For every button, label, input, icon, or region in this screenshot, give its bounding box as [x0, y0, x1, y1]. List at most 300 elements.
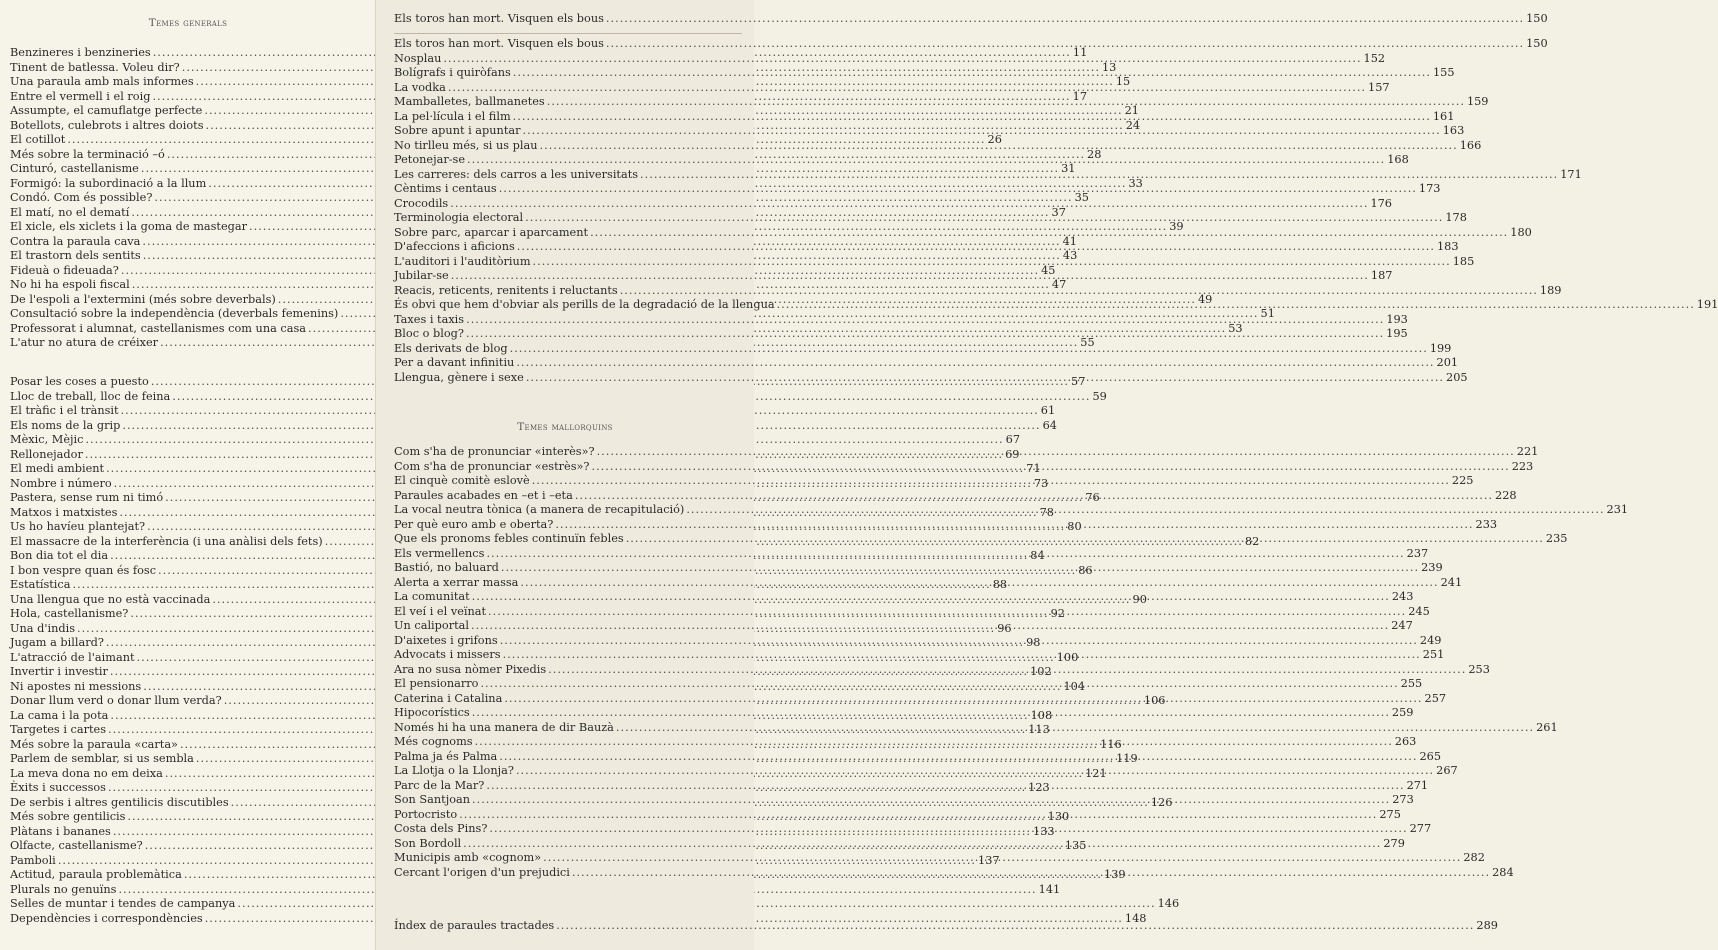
toc-entry-title: El trastorn dels sentits — [10, 249, 141, 262]
leader-dots — [510, 342, 1428, 357]
toc-entry-title: Els noms de la grip — [10, 418, 121, 432]
toc-entry-page-number: 106 — [1143, 694, 1166, 707]
toc-entry-page-number: 137 — [978, 853, 1000, 867]
toc-entry-page-number: 73 — [1033, 476, 1049, 490]
toc-entry-page-number: 13 — [1101, 60, 1117, 74]
toc-entry-title: El cinquè comitè eslovè — [394, 474, 530, 487]
toc-entry-title: Formigó: la subordinació a la llum — [10, 176, 207, 190]
toc-entry-page-number: 150 — [1526, 12, 1548, 25]
toc-entry-page-number: 271 — [1406, 778, 1429, 792]
toc-entry-page-number: 45 — [1041, 263, 1056, 277]
toc-entry-title: Botellots, culebrots i altres doiots — [10, 118, 204, 132]
toc-entry-title: Parlem de semblar, si us sembla — [10, 752, 194, 765]
toc-entry-title: Només hi ha una manera de dir Bauzà — [394, 720, 614, 734]
toc-entry-page-number: 249 — [1419, 633, 1442, 647]
toc-entry-page-number: 239 — [1421, 561, 1443, 574]
toc-entry-page-number: 263 — [1394, 735, 1417, 748]
toc-entry-title: Alerta a xerrar massa — [394, 575, 519, 589]
toc-entry-title: Bolígrafs i quiròfans — [394, 66, 511, 79]
toc-entry-title: El matí, no el dematí — [10, 205, 130, 219]
toc-entry-page-number: 49 — [1198, 292, 1213, 306]
toc-entry-title: Els toros han mort. Visquen els bous — [394, 37, 604, 50]
toc-entry-title: Terminologia electoral — [394, 211, 524, 224]
leader-dots — [686, 503, 1604, 518]
toc-entry-page-number: 90 — [1132, 592, 1147, 606]
leader-dots — [526, 371, 1444, 386]
leader-dots — [466, 327, 1384, 342]
leader-dots — [443, 52, 1361, 67]
toc-entry-title: Estatística — [10, 578, 71, 591]
toc-entry-title: La Llotja o la Llonja? — [394, 764, 514, 777]
toc-entry-page-number: 251 — [1422, 648, 1445, 661]
toc-entry-page-number: 225 — [1451, 474, 1474, 487]
toc-entry — [10, 433, 1021, 448]
toc-entry-title: Pamboli — [10, 853, 56, 867]
toc-entry-page-number: 104 — [1063, 679, 1085, 693]
toc-entry-title: L'atur no atura de créixer — [10, 336, 159, 349]
toc-entry-title: Èxits i successos — [10, 781, 106, 794]
toc-entry-title: Cèntims i centaus — [394, 182, 497, 195]
toc-entry-page-number: 123 — [1028, 781, 1050, 794]
leader-dots — [626, 532, 1544, 547]
toc-entry-title: Índex de paraules tractades — [394, 919, 555, 932]
toc-entry-title: Actitud, paraula problemàtica — [10, 868, 182, 881]
page-break-rule — [394, 33, 742, 34]
toc-entry-page-number: 28 — [1087, 147, 1102, 161]
toc-entry-page-number: 15 — [1115, 75, 1131, 88]
toc-entry-page-number: 59 — [1092, 389, 1107, 403]
toc-entry-title: Llengua, gènere i sexe — [394, 370, 524, 384]
toc-entry-title: Que els pronoms febles continuïn febles — [394, 532, 624, 545]
toc-entry-page-number: 189 — [1539, 283, 1562, 297]
toc-entry-page-number: 21 — [1124, 104, 1139, 117]
toc-index-entry — [394, 919, 1498, 934]
toc-entry-page-number: 223 — [1511, 459, 1534, 473]
toc-entry-page-number: 35 — [1074, 191, 1089, 204]
leader-dots — [547, 95, 1465, 110]
leader-dots — [475, 735, 1393, 750]
leader-dots — [503, 648, 1421, 663]
toc-entry — [10, 389, 1107, 405]
toc-entry-page-number: 108 — [1030, 708, 1053, 722]
toc-entry-title: Plàtans i bananes — [10, 824, 111, 838]
toc-entry-title: Son Santjoan — [394, 793, 471, 806]
toc-entry-title: El xicle, els xiclets i la goma de mastegar — [10, 220, 248, 233]
leader-dots — [548, 663, 1466, 678]
toc-entry-page-number: 273 — [1392, 793, 1414, 806]
toc-entry-title: Dependències i correspondències — [10, 911, 203, 925]
toc-entry-title: Condó. Com és possible? — [10, 191, 153, 204]
toc-entry-page-number: 261 — [1536, 720, 1558, 734]
leader-dots — [501, 561, 1419, 576]
toc-entry-page-number: 277 — [1409, 822, 1432, 835]
toc-entry-page-number: 98 — [1026, 636, 1041, 649]
toc-entry-title: El tràfic i el trànsit — [10, 404, 119, 417]
toc-entry-title: Professorat i alumnat, castellanismes com una casa — [10, 321, 307, 335]
toc-entry-title: Mèxic, Mèjic — [10, 433, 84, 446]
leader-dots — [616, 721, 1534, 736]
toc-entry-title: Donar llum verd o donar llum verda? — [10, 694, 222, 707]
toc-entry-title: Crocodils — [394, 196, 449, 210]
toc-entry-title: Paraules acabades en –et i –eta — [394, 488, 573, 502]
toc-entry-page-number: 243 — [1391, 590, 1414, 603]
toc-entry-title: La comunitat — [394, 590, 470, 603]
toc-entry-page-number: 221 — [1516, 445, 1539, 458]
toc-entry-title: Bon dia tot el dia — [10, 549, 109, 562]
toc-entry-page-number: 171 — [1560, 167, 1582, 181]
toc-entry — [10, 897, 1180, 912]
toc-entry — [10, 404, 1056, 419]
toc-entry-page-number: 71 — [1026, 462, 1041, 475]
toc-entry-page-number: 80 — [1067, 520, 1082, 533]
toc-entry-title: Ni apostes ni messions — [10, 679, 142, 693]
toc-entry-page-number: 195 — [1386, 327, 1408, 340]
toc-entry-page-number: 146 — [1157, 897, 1180, 910]
toc-entry-page-number: 178 — [1445, 211, 1467, 224]
leader-dots — [516, 356, 1434, 371]
toc-entry-title: Els toros han mort. Visquen els bous — [394, 12, 604, 25]
toc-entry-title: Cercant l'origen d'un prejudici — [394, 865, 570, 879]
toc-entry-title: Municipis amb «cognom» — [394, 851, 542, 864]
toc-entry-page-number: 205 — [1446, 370, 1468, 384]
section-heading-mallorquins: Temes mallorquins — [517, 421, 613, 433]
toc-entry-page-number: 247 — [1391, 619, 1413, 632]
toc-entry-title: Més sobre la terminació –ó — [10, 147, 165, 161]
leader-dots — [486, 547, 1404, 562]
toc-entry-page-number: 41 — [1062, 234, 1077, 248]
leader-dots — [640, 168, 1558, 183]
toc-entry-title: Matxos i matxistes — [10, 505, 118, 519]
toc-entry-page-number: 24 — [1125, 118, 1141, 132]
toc-entry-page-number: 76 — [1085, 491, 1100, 504]
toc-entry-page-number: 191 — [1696, 298, 1718, 311]
leader-dots — [499, 750, 1417, 765]
toc-entry — [394, 356, 1459, 371]
toc-entry-title: D'afeccions i aficions — [394, 240, 515, 253]
toc-entry-title: Rellonejador — [10, 447, 83, 461]
toc-entry-title: El cotillot — [10, 133, 66, 146]
toc-entry-title: L'atracció de l'aimant — [10, 650, 135, 664]
toc-entry-title: Invertir i investir — [10, 665, 108, 678]
toc-entry-title: El medi ambient — [10, 462, 105, 475]
toc-entry-title: La vocal neutra tònica (a manera de recapitulació) — [394, 503, 685, 516]
leader-dots — [525, 211, 1443, 226]
toc-entry-title: El massacre de la interferència (i una anàlisi dels fets) — [10, 534, 323, 548]
toc-entry-title: La vodka — [394, 80, 446, 94]
toc-entry-page-number: 231 — [1606, 503, 1629, 516]
toc-entry-page-number: 64 — [1042, 418, 1057, 432]
leader-dots — [472, 590, 1390, 605]
toc-entry-title: Més sobre gentilicis — [10, 810, 126, 823]
toc-entry-page-number: 39 — [1169, 220, 1184, 233]
toc-entry-page-number: 257 — [1424, 691, 1447, 705]
toc-entry-title: Com s'ha de pronunciar «interès»? — [394, 445, 595, 458]
toc-entry-page-number: 180 — [1510, 225, 1532, 239]
toc-entry-title: Pastera, sense rum ni timó — [10, 491, 164, 504]
toc-entry-title: Targetes i cartes — [10, 723, 107, 736]
toc-entry-page-number: 237 — [1406, 546, 1429, 560]
toc-entry-page-number: 69 — [1005, 447, 1020, 461]
toc-entry-title: Consultació sobre la independència (deverbals femenins) — [10, 307, 339, 320]
leader-dots — [459, 808, 1377, 823]
toc-entry-title: Hipocorístics — [394, 706, 470, 719]
toc-entry-title: Nosplau — [394, 51, 442, 65]
toc-entry-title: La meva dona no em deixa — [10, 766, 163, 780]
toc-entry-page-number: 235 — [1545, 532, 1568, 545]
toc-entry-page-number: 157 — [1368, 80, 1390, 94]
leader-dots — [488, 605, 1406, 620]
leader-dots — [499, 182, 1417, 197]
toc-entry-title: Una d'indis — [10, 621, 75, 635]
toc-entry-title: Petonejar-se — [394, 153, 466, 166]
toc-entry-page-number: 187 — [1370, 269, 1393, 282]
toc-entry-title: Hola, castellanisme? — [10, 607, 129, 620]
toc-entry-page-number: 26 — [987, 133, 1002, 146]
toc-entry-title: Mamballetes, ballmanetes — [394, 95, 545, 108]
toc-entry-page-number: 119 — [1116, 752, 1138, 765]
toc-entry — [10, 882, 1061, 898]
toc-entry-page-number: 289 — [1476, 919, 1498, 932]
toc-entry-page-number: 275 — [1379, 807, 1401, 821]
leader-dots — [520, 576, 1438, 591]
toc-entry-page-number: 255 — [1400, 677, 1423, 690]
toc-entry-page-number: 37 — [1051, 205, 1066, 219]
toc-entry-page-number: 133 — [1033, 824, 1055, 838]
leader-dots — [575, 489, 1493, 504]
toc-entry-page-number: 86 — [1078, 563, 1093, 577]
leader-dots — [463, 837, 1381, 852]
toc-entry-title: Lloc de treball, lloc de feina — [10, 389, 171, 403]
toc-entry-page-number: 139 — [1104, 868, 1126, 881]
toc-entry — [394, 919, 1498, 934]
toc-entry-title: El veí i el veïnat — [394, 604, 487, 618]
leader-dots — [777, 298, 1695, 313]
toc-entry-title: De l'espoli a l'extermini (més sobre deverbals) — [10, 292, 276, 306]
toc-entry-title: Posar les coses a puesto — [10, 375, 149, 388]
toc-entry-title: D'aixetes i grifons — [394, 633, 498, 647]
leader-dots — [466, 313, 1384, 328]
toc-entry-title: Son Bordoll — [394, 836, 462, 850]
toc-entry-title: Selles de muntar i tendes de campanya — [10, 897, 236, 910]
leader-dots — [500, 634, 1418, 649]
toc-entry-page-number: 161 — [1432, 109, 1455, 123]
toc-entry-title: Plurals no genuïns — [10, 882, 117, 896]
toc-entry-page-number: 33 — [1128, 176, 1143, 190]
toc-entry-page-number: 193 — [1386, 312, 1408, 326]
toc-entry-title: Entre el vermell i el roig — [10, 89, 151, 103]
toc-entry-page-number: 150 — [1526, 37, 1548, 50]
toc-entry-page-number: 11 — [1072, 46, 1088, 59]
toc-entry-title: Els vermellencs — [394, 546, 485, 560]
toc-entry-title: Caterina i Catalina — [394, 691, 503, 705]
toc-entry-title: És obvi que hem d'obviar als perills de la degradació de la llengua — [394, 298, 775, 311]
toc-entry-page-number: 245 — [1408, 604, 1430, 618]
leader-dots — [597, 445, 1515, 460]
leader-dots — [533, 255, 1451, 270]
toc-entry-page-number: 152 — [1363, 51, 1386, 65]
toc-entry-title: Una paraula amb mals informes — [10, 75, 194, 88]
toc-entry-page-number: 148 — [1124, 911, 1147, 925]
toc-entry-page-number: 267 — [1436, 764, 1458, 777]
toc-entry-title: Una llengua que no està vaccinada — [10, 592, 211, 606]
leader-dots — [523, 124, 1441, 139]
toc-entry-page-number: 253 — [1468, 662, 1490, 676]
toc-entry-page-number: 78 — [1039, 505, 1054, 519]
toc-entry-title: La pel·lícula i el film — [394, 109, 511, 123]
toc-entry-page-number: 84 — [1030, 549, 1045, 562]
toc-entry-page-number: 135 — [1064, 839, 1087, 852]
leader-dots — [532, 474, 1450, 489]
toc-entry-title: Reacis, reticents, renitents i reluctants — [394, 283, 618, 297]
toc-entry-page-number: 121 — [1085, 766, 1107, 780]
toc-entry-page-number: 259 — [1391, 706, 1414, 719]
leader-dots — [555, 518, 1473, 533]
toc-entry-title: Ara no susa nòmer Pixedis — [394, 662, 547, 676]
toc-entry-page-number: 102 — [1030, 665, 1052, 678]
toc-entry-title: Sobre apunt i apuntar — [394, 124, 521, 137]
toc-entry-title: Advocats i missers — [394, 648, 501, 661]
toc-entry-title: Més cognoms — [394, 735, 473, 748]
toc-entry-title: Per què euro amb e oberta? — [394, 517, 554, 531]
toc-entry-page-number: 163 — [1442, 124, 1465, 137]
toc-entry-page-number: 199 — [1429, 341, 1452, 355]
toc-entry-page-number: 116 — [1100, 737, 1122, 751]
toc-entry-title: No hi ha espoli fiscal — [10, 278, 130, 291]
toc-entry-page-number: 173 — [1418, 182, 1441, 195]
leader-dots — [591, 460, 1509, 475]
toc-entry-title: Com s'ha de pronunciar «estrès»? — [394, 459, 590, 473]
toc-entry-page-number: 183 — [1437, 240, 1459, 253]
toc-entry-page-number: 155 — [1432, 66, 1455, 79]
section-heading-general: Temes generals — [148, 17, 228, 29]
toc-entry-page-number: 47 — [1051, 278, 1067, 291]
toc-entry-page-number: 82 — [1244, 534, 1260, 548]
toc-entry-page-number: 141 — [1038, 882, 1061, 896]
toc-entry-title: Parc de la Mar? — [394, 778, 485, 792]
toc-entry-title: Assumpte, el camuflatge perfecte — [10, 104, 203, 117]
toc-entry-title: Jugam a billard? — [10, 636, 104, 649]
toc-entry-page-number: 201 — [1436, 356, 1459, 369]
toc-entry-title: Nombre i número — [10, 476, 112, 490]
leader-dots — [513, 66, 1431, 81]
leader-dots — [472, 793, 1390, 808]
toc-entry-title: Les carreres: dels carros a les universitats — [394, 167, 639, 181]
toc-entry-title: Portocristo — [394, 807, 458, 821]
toc-entry-title: Jubilar-se — [394, 269, 449, 282]
toc-entry-title: Els derivats de blog — [394, 341, 508, 355]
toc-entry-title: Benzineres i benzineries — [10, 46, 151, 59]
toc-entry-page-number: 31 — [1061, 162, 1076, 175]
toc-entry-title: Us ho havíeu plantejat? — [10, 520, 146, 533]
leader-dots — [606, 37, 1524, 52]
leader-dots — [450, 197, 1368, 212]
toc-entry-page-number: 233 — [1475, 517, 1498, 531]
toc-entry-title: Un caliportal — [394, 619, 469, 632]
leader-dots — [516, 764, 1434, 779]
toc-entry-page-number: 67 — [1005, 433, 1021, 446]
toc-entry-page-number: 61 — [1040, 404, 1056, 417]
toc-entry-title: La cama i la pota — [10, 708, 109, 722]
toc-entry-page-number: 100 — [1056, 650, 1079, 664]
toc-entry-title: Palma ja és Palma — [394, 749, 498, 763]
toc-entry-page-number: 126 — [1150, 795, 1173, 809]
toc-entry-page-number: 53 — [1228, 321, 1243, 335]
toc-entry-page-number: 130 — [1047, 810, 1070, 823]
toc-entry — [394, 37, 1548, 52]
toc-entry-title: I bon vespre quan és fosc — [10, 563, 157, 577]
toc-entry-title: El pensionarro — [394, 677, 479, 690]
leader-dots — [606, 12, 1524, 27]
toc-entry-page-number: 241 — [1440, 575, 1463, 589]
leader-dots — [590, 226, 1508, 241]
toc-entry-page-number: 57 — [1071, 375, 1086, 388]
toc-entry-page-number: 265 — [1419, 749, 1442, 763]
toc-entry-page-number: 113 — [1028, 723, 1050, 736]
toc-entry-title: Taxes i taxis — [394, 312, 465, 326]
leader-dots — [620, 284, 1538, 299]
toc-entry-page-number: 176 — [1370, 196, 1392, 210]
toc-entry-title: Olfacte, castellanisme? — [10, 839, 143, 852]
toc-entry-page-number: 185 — [1452, 254, 1475, 268]
leader-dots — [517, 240, 1435, 255]
toc-entry-title: Bastió, no baluard — [394, 561, 499, 574]
toc-top-entry — [394, 12, 1548, 27]
toc-entry-page-number: 228 — [1495, 488, 1517, 502]
toc-entry — [394, 12, 1548, 27]
leader-dots — [556, 919, 1474, 934]
leader-dots — [480, 677, 1398, 692]
toc-entry-page-number: 43 — [1062, 249, 1078, 262]
leader-dots — [572, 866, 1490, 881]
toc-entry-title: L'auditori i l'auditòrium — [394, 254, 531, 268]
leader-dots — [486, 779, 1404, 794]
leader-dots — [472, 706, 1390, 721]
toc-entry-title: Sobre parc, aparcar i aparcament — [394, 225, 589, 239]
toc-entry-page-number: 92 — [1050, 607, 1065, 620]
toc-entry-title: Més sobre la paraula «carta» — [10, 737, 178, 751]
toc-entry-page-number: 166 — [1459, 138, 1482, 152]
toc-entry-page-number: 96 — [997, 621, 1012, 635]
leader-dots — [489, 822, 1407, 837]
toc-entry-title: Cinturó, castellanisme — [10, 162, 139, 175]
toc-entry-page-number: 88 — [992, 578, 1008, 591]
toc-entry-title: Fideuà o fideuada? — [10, 263, 119, 277]
leader-dots — [543, 851, 1461, 866]
leader-dots — [451, 269, 1369, 284]
leader-dots — [513, 110, 1431, 125]
toc-entry-page-number: 55 — [1080, 336, 1095, 349]
toc-entry-title: No tirlleu més, si us plau — [394, 138, 538, 152]
toc-entry-title: Costa dels Pins? — [394, 822, 488, 835]
toc-entry-title: Contra la paraula cava — [10, 234, 141, 248]
toc-entry-page-number: 159 — [1466, 95, 1489, 108]
toc-entry-page-number: 282 — [1463, 851, 1485, 864]
toc-entry-page-number: 51 — [1260, 307, 1275, 320]
leader-dots — [448, 81, 1366, 96]
toc-entry-title: Bloc o blog? — [394, 327, 464, 340]
toc-entry-page-number: 168 — [1387, 153, 1409, 166]
toc-entry-title: Tinent de batlessa. Voleu dir? — [10, 60, 180, 74]
toc-entry-title: Per a davant infinitiu — [394, 356, 515, 369]
leader-dots — [540, 139, 1458, 154]
toc-entry-title: De serbis i altres gentilicis discutibles — [10, 795, 229, 809]
toc-entry-page-number: 17 — [1072, 89, 1088, 103]
toc-entry-page-number: 279 — [1383, 836, 1405, 850]
leader-dots — [467, 153, 1385, 168]
toc-entry-page-number: 284 — [1492, 865, 1514, 879]
leader-dots — [504, 692, 1422, 707]
leader-dots — [471, 619, 1389, 634]
